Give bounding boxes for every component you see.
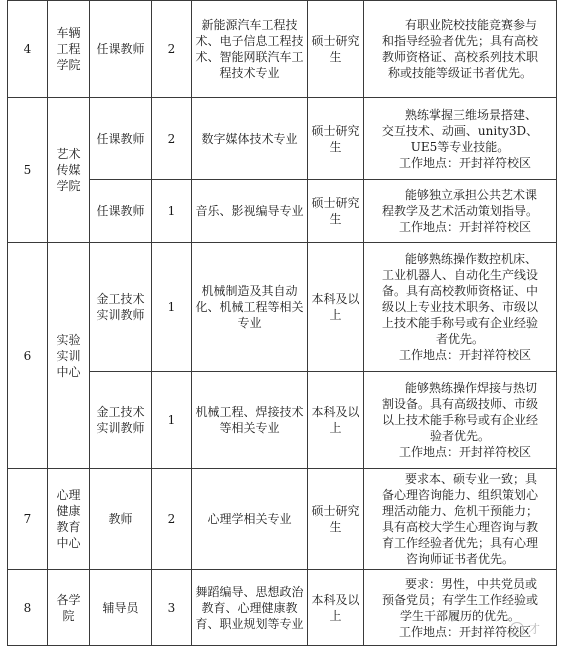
watermark-logo-icon: [510, 622, 524, 636]
requirements-cell: [364, 469, 557, 570]
post-cell: 任课教师: [90, 1, 152, 98]
degree-cell: 硕士研究生: [308, 98, 364, 180]
requirement-line: 有职业院校技能竞赛参与: [404, 18, 537, 32]
recruitment-table: [7, 0, 557, 646]
count-cell: 2: [152, 1, 192, 98]
work-location: 工作地点：开封祥符校区: [398, 445, 531, 459]
count-cell: 2: [152, 98, 192, 180]
degree-cell: 硕士研究生: [308, 180, 364, 243]
row-number: 4: [8, 1, 48, 98]
degree-cell: 本科及以上: [308, 243, 364, 372]
work-location: 工作地点：开封祥符校区: [398, 624, 531, 639]
work-location: 工作地点：开封祥符校区: [398, 348, 531, 362]
row-number: 5: [8, 98, 48, 243]
major-cell: 音乐、影视编导专业: [192, 180, 308, 243]
requirement-line: 程教学及艺术活动策划指导。: [381, 204, 538, 218]
major-cell: 心理学相关专业: [192, 469, 308, 570]
degree-cell: 硕士研究生: [308, 1, 364, 98]
requirement-line: 备。具有高校教师资格证、中: [381, 284, 538, 298]
requirement-line: 熟练掌握三维场景搭建、: [404, 107, 537, 122]
count-cell: 1: [152, 372, 192, 469]
major-cell: 新能源汽车工程技术、电子信息工程技术、智能网联汽车工程技术专业: [192, 1, 308, 98]
work-location: 工作地点：开封祥符校区: [398, 155, 531, 170]
requirement-line: 预备党员；有学生工作经验或: [381, 592, 538, 607]
requirement-line: 能够熟练操作焊接与热切: [404, 381, 537, 395]
count-cell: 2: [152, 469, 192, 570]
table-row: [8, 1, 557, 98]
table-row: [8, 98, 557, 180]
count-cell: 1: [152, 180, 192, 243]
requirement-line: 备心理咨询能力、组织策划心: [381, 488, 538, 502]
post-cell: 任课教师: [90, 180, 152, 243]
major-cell: 机械制造及其自动化、机械工程等相关专业: [192, 243, 308, 372]
row-number: 8: [8, 570, 48, 646]
post-cell: 金工技术实训教师: [90, 372, 152, 469]
requirement-line: 工业机器人、自动化生产线设: [381, 268, 538, 282]
requirement-line: 学生干部履历的优先。: [399, 608, 520, 623]
watermark-text: 才: [527, 622, 540, 636]
requirements-cell: [364, 1, 557, 98]
requirement-line: 验者优先。: [429, 429, 490, 443]
requirement-line: 交互技术、动画、unity3D、: [381, 123, 539, 138]
count-cell: 1: [152, 243, 192, 372]
post-cell: 教师: [90, 469, 152, 570]
requirements-cell: [364, 243, 557, 372]
table-row: [8, 570, 557, 646]
work-location: 工作地点：开封祥符校区: [398, 220, 531, 234]
watermark: [510, 620, 540, 637]
requirements-cell: [364, 98, 557, 180]
degree-cell: 硕士研究生: [308, 469, 364, 570]
requirement-line: 要求：男性，中共党员或: [404, 576, 537, 591]
requirements-cell: [364, 180, 557, 243]
row-number: 6: [8, 243, 48, 469]
department-cell: 艺术传媒学院: [48, 98, 90, 243]
degree-cell: 本科及以上: [308, 372, 364, 469]
table-row: [8, 243, 557, 372]
requirement-line: 理活动能力、危机干预能力；: [381, 504, 538, 518]
post-cell: 辅导员: [90, 570, 152, 646]
post-cell: 任课教师: [90, 98, 152, 180]
major-cell: 数字媒体技术专业: [192, 98, 308, 180]
requirement-line: 要求本、硕专业一致；具: [404, 472, 537, 486]
row-number: 7: [8, 469, 48, 570]
requirement-line: 教师资格证、高校系列技术职: [381, 50, 538, 64]
degree-cell: 本科及以上: [308, 570, 364, 646]
department-cell: 实验实训中心: [48, 243, 90, 469]
table-row: [8, 469, 557, 570]
requirement-line: 咨询师证书者优先。: [405, 552, 514, 566]
major-cell: 机械工程、焊接技术等相关专业: [192, 372, 308, 469]
department-cell: 车辆工程学院: [48, 1, 90, 98]
requirement-line: 者优先。: [435, 332, 484, 346]
department-cell: 各学院: [48, 570, 90, 646]
post-cell: 金工技术实训教师: [90, 243, 152, 372]
requirement-line: 能够独立承担公共艺术课: [404, 188, 537, 202]
requirement-line: 和指导经验者优先；具有高校: [381, 34, 538, 48]
requirement-line: 育工作经验者优先；具有心理: [381, 536, 538, 550]
requirement-line: 割设备。具有高级技师、市级: [381, 397, 538, 411]
requirement-line: 能够熟练操作数控机床、: [404, 252, 537, 266]
major-cell: 舞蹈编导、思想政治教育、心理健康教育、职业规划等专业: [192, 570, 308, 646]
requirement-line: 级以上专业技术职务、市级以: [381, 300, 538, 314]
department-cell: 心理健康教育中心: [48, 469, 90, 570]
requirements-cell: [364, 372, 557, 469]
requirement-line: 称或技能等级证书者优先。: [387, 66, 532, 80]
requirement-line: 上技术能手称号或有企业经验: [381, 316, 538, 330]
requirement-line: 具有高校大学生心理咨询与教: [381, 520, 538, 534]
table-row: [8, 180, 557, 243]
count-cell: 3: [152, 570, 192, 646]
requirement-line: 以上技术能手称号或有企业经: [381, 413, 538, 427]
table-row: [8, 372, 557, 469]
requirement-line: UE5等专业技能。: [410, 139, 510, 154]
